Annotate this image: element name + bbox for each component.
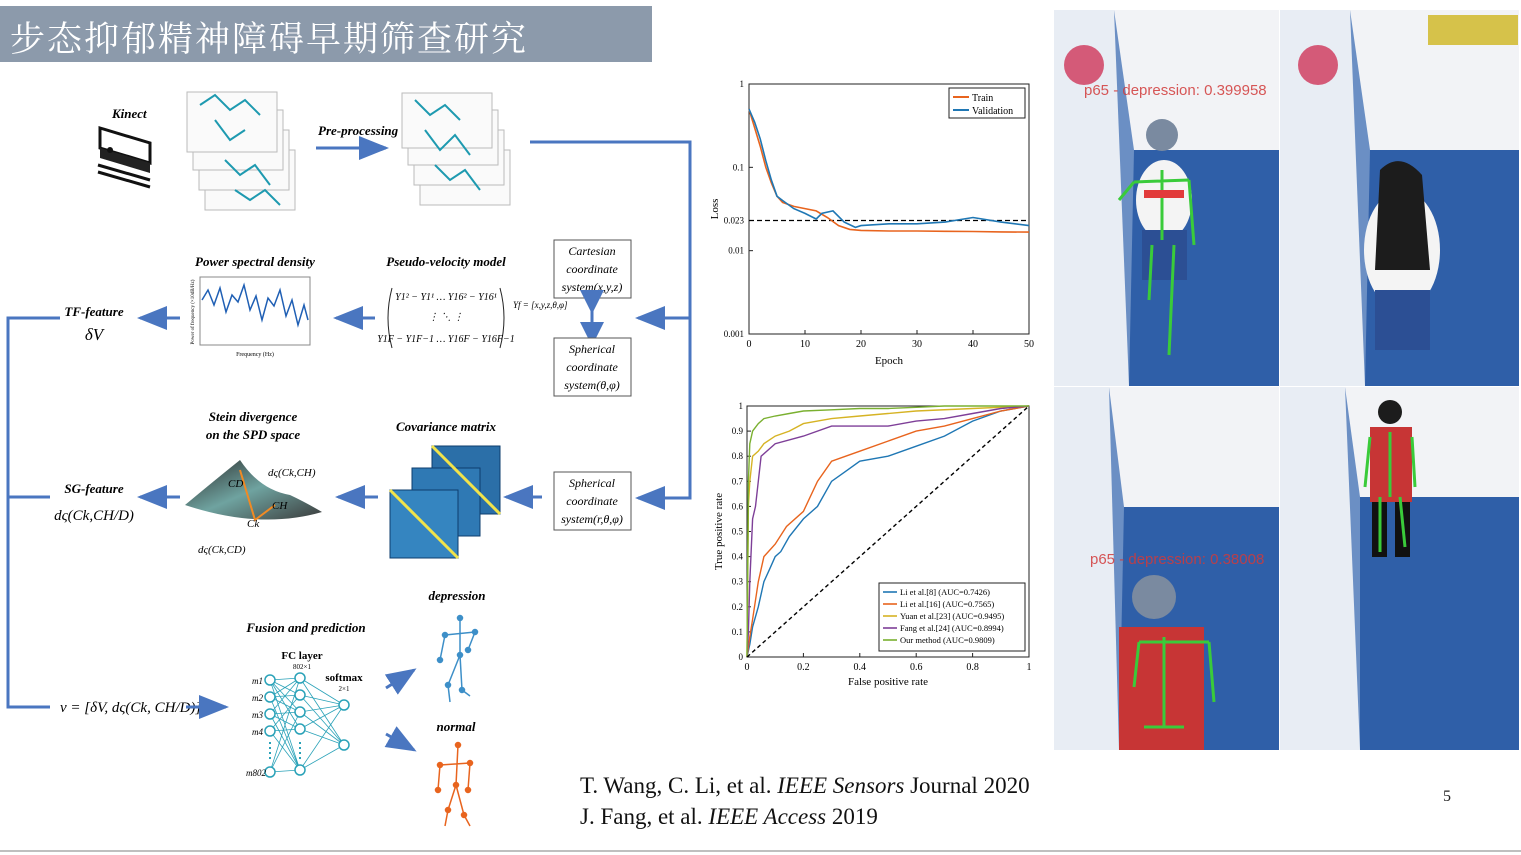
psd-ylabel: Power of frequency (×10dB/Hz) xyxy=(191,279,196,345)
gait-photo-4 xyxy=(1280,387,1519,750)
spherical2-line-1: Spherical xyxy=(569,476,615,490)
connector-left xyxy=(8,318,60,707)
kinect-icon xyxy=(98,128,150,187)
depression-skeleton xyxy=(438,616,478,703)
photo-3-overlay: p65 - depression: 0.38008 xyxy=(1090,551,1265,568)
preprocessing-label: Pre-processing xyxy=(318,123,399,138)
loss-ytick-label: 1 xyxy=(739,79,744,89)
covariance-matrix-images xyxy=(390,446,500,558)
photo-2-scene xyxy=(1280,10,1519,386)
cartesian-line-3: system(x,y,z) xyxy=(561,280,623,294)
roc-xlabel: False positive rate xyxy=(847,676,929,688)
spherical2-line-3: system(r,θ,φ) xyxy=(561,512,623,526)
roc-ytick-label: 0 xyxy=(738,652,743,662)
loss-ytick-label: 0.001 xyxy=(723,329,744,339)
fc-size-label: 802×1 xyxy=(293,663,311,671)
roc-xtick-label: 0.8 xyxy=(966,662,979,673)
arrow-to-depression xyxy=(386,670,414,688)
roc-ytick-label: 0.3 xyxy=(731,576,743,587)
gait-photo-1 xyxy=(1054,10,1279,386)
loss-xtick-label: 40 xyxy=(968,339,978,350)
gait-photo-3 xyxy=(1054,387,1279,750)
matrix-row-3: Y1F − Y1F−1 … Y16F − Y16F−1 xyxy=(377,334,515,345)
spd-label-ck: Ck xyxy=(247,518,260,530)
roc-chart xyxy=(700,395,1045,695)
input-m4: m4 xyxy=(252,727,263,737)
yf-label: Yf = [x,y,z,θ,φ] xyxy=(513,300,568,310)
connector-right xyxy=(530,142,690,498)
roc-xtick-label: 0 xyxy=(744,662,750,673)
bottom-rule xyxy=(0,850,1521,852)
loss-xlabel: Epoch xyxy=(874,355,904,367)
roc-ytick-label: 0.2 xyxy=(731,601,743,612)
roc-legend-label: Li et al.[8] (AUC=0.7426) xyxy=(900,587,991,597)
loss-ytick-label: 0.1 xyxy=(732,162,744,173)
spd-label-chnode: CH xyxy=(272,500,288,512)
spherical1-line-3: system(θ,φ) xyxy=(564,378,620,392)
fc-layer-label: FC layer xyxy=(281,650,323,662)
roc-xtick-label: 1 xyxy=(1026,662,1032,673)
roc-xtick-label: 0.6 xyxy=(909,662,923,673)
roc-ytick-label: 0.8 xyxy=(731,451,743,462)
softmax-label: softmax xyxy=(325,672,363,684)
roc-ytick-label: 0.4 xyxy=(731,551,743,562)
pseudo-velocity-label: Pseudo-velocity model xyxy=(386,254,506,269)
spd-label-cd: CD xyxy=(228,478,244,490)
stein-label-2: on the SPD space xyxy=(205,427,301,442)
fusion-label: Fusion and prediction xyxy=(246,620,366,635)
input-m2: m2 xyxy=(252,693,263,703)
stein-label-1: Stein divergence xyxy=(208,409,298,424)
roc-ylabel: True positive rate xyxy=(713,492,725,571)
title-bar xyxy=(0,6,652,62)
spherical1-line-1: Spherical xyxy=(569,342,615,356)
feature-vector: v = [δV, dς(Ck, CH/D)] xyxy=(60,700,202,716)
loss-xtick-label: 0 xyxy=(746,339,752,350)
raw-skeleton-frames xyxy=(187,92,295,210)
psd-label: Power spectral density xyxy=(195,254,315,269)
depression-label: depression xyxy=(428,588,486,603)
roc-ytick-label: 0.1 xyxy=(731,626,743,637)
spd-label-cdist: dς(Ck,CD) xyxy=(198,544,246,556)
softmax-size-label: 2×1 xyxy=(338,685,350,693)
matrix-row-2: ⋮ ⋱ ⋮ xyxy=(428,312,464,323)
reference-1-authors: T. Wang, C. Li, et al. xyxy=(580,773,772,798)
psd-xlabel: Frequency (Hz) xyxy=(236,352,274,358)
loss-xtick-label: 50 xyxy=(1024,339,1034,350)
arrow-to-normal xyxy=(386,734,414,750)
loss-xtick-label: 30 xyxy=(912,339,922,350)
roc-legend-label: Yuan et al.[23] (AUC=0.9495) xyxy=(900,611,1005,621)
slide-title: 步态抑郁精神障碍早期筛查研究 xyxy=(10,20,529,60)
photo-1-overlay: p65 - depression: 0.399958 xyxy=(1084,82,1267,99)
gait-photo-2 xyxy=(1280,10,1519,386)
roc-ytick-label: 1 xyxy=(738,401,743,411)
pipeline-diagram xyxy=(0,80,700,850)
roc-ytick-label: 0.7 xyxy=(731,476,743,487)
psd-plot-frame xyxy=(200,277,310,345)
reference-2 xyxy=(580,804,878,830)
loss-ylabel: Loss xyxy=(709,198,721,220)
sg-feature-label: SG-feature xyxy=(64,481,124,496)
normal-label: normal xyxy=(436,719,476,734)
reference-1-venue: IEEE Sensors xyxy=(777,773,905,798)
processed-skeleton-frames xyxy=(402,93,510,205)
spd-label-ch: dς(Ck,CH) xyxy=(268,467,316,479)
roc-legend-label: Our method (AUC=0.9809) xyxy=(900,635,995,645)
neural-network xyxy=(265,673,349,777)
sg-feature-symbol: dς(Ck,CH/D) xyxy=(54,508,134,524)
covariance-label: Covariance matrix xyxy=(395,419,497,434)
loss-chart xyxy=(700,70,1045,380)
loss-legend-label: Train xyxy=(972,93,994,104)
reference-2-authors: J. Fang, et al. xyxy=(580,804,703,829)
reference-1-rest: Journal 2020 xyxy=(910,773,1030,798)
input-m1: m1 xyxy=(252,676,263,686)
spherical2-line-2: coordinate xyxy=(566,494,618,508)
loss-plot-frame xyxy=(749,84,1029,334)
kinect-label: Kinect xyxy=(112,106,147,121)
normal-skeleton xyxy=(436,743,473,827)
reference-1 xyxy=(580,773,1030,799)
loss-xtick-label: 10 xyxy=(800,339,810,350)
roc-xtick-label: 0.4 xyxy=(853,662,867,673)
photo-1-scene xyxy=(1054,10,1279,386)
input-m802: m802 xyxy=(246,768,266,778)
input-m3: m3 xyxy=(252,710,263,720)
page-number: 5 xyxy=(1443,788,1451,805)
photo-4-scene xyxy=(1280,387,1519,750)
roc-legend-label: Fang et al.[24] (AUC=0.8994) xyxy=(900,623,1004,633)
cartesian-line-2: coordinate xyxy=(566,262,618,276)
loss-xtick-label: 20 xyxy=(856,339,866,350)
reference-2-venue: IEEE Access xyxy=(708,804,827,829)
roc-ytick-label: 0.6 xyxy=(731,501,743,512)
roc-ytick-label: 0.9 xyxy=(731,426,743,437)
loss-ytick-label: 0.01 xyxy=(728,245,744,256)
loss-legend-label: Validation xyxy=(972,106,1014,117)
loss-ytick-label: 0.023 xyxy=(723,215,744,226)
cartesian-line-1: Cartesian xyxy=(568,244,616,258)
spherical1-line-2: coordinate xyxy=(566,360,618,374)
matrix-row-1: Y1² − Y1¹ … Y16² − Y16¹ xyxy=(395,292,497,303)
roc-legend-label: Li et al.[16] (AUC=0.7565) xyxy=(900,599,995,609)
roc-xtick-label: 0.2 xyxy=(797,662,810,673)
photo-3-scene xyxy=(1054,387,1279,750)
tf-feature-label: TF-feature xyxy=(64,304,124,319)
reference-2-rest: 2019 xyxy=(831,804,878,829)
tf-feature-symbol: δV xyxy=(84,325,104,344)
roc-ytick-label: 0.5 xyxy=(731,526,743,537)
